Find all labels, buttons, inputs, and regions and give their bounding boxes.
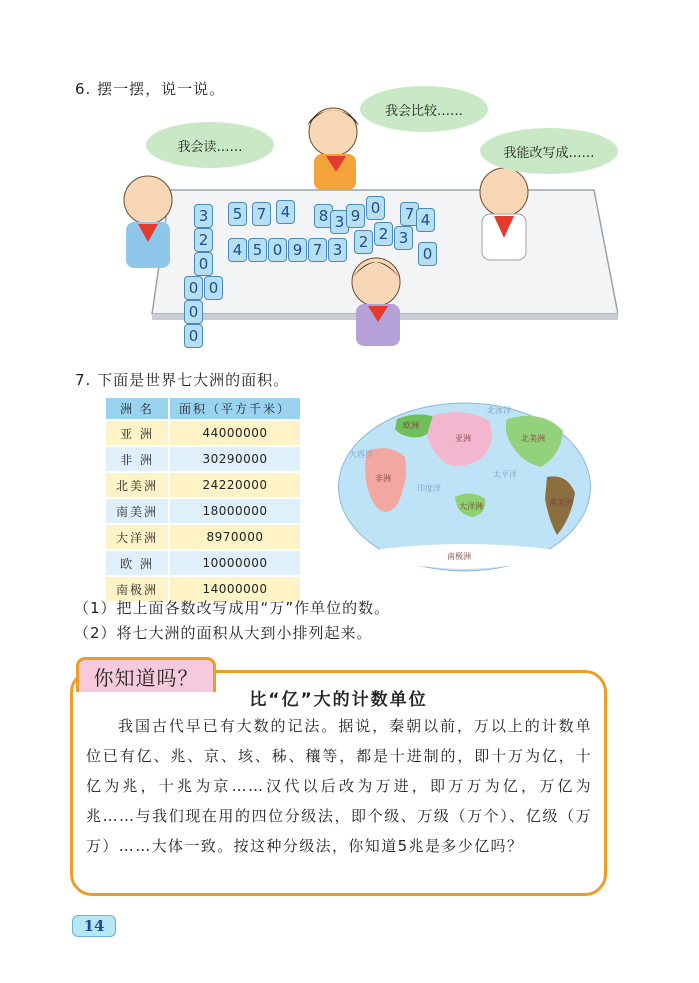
number-tile[interactable]: 0 (268, 238, 287, 262)
continent-area: 18000000 (169, 498, 301, 524)
number-tile[interactable]: 7 (252, 202, 271, 226)
label-south-america: 南美洲 (549, 498, 573, 507)
table-row (106, 446, 301, 472)
number-tile[interactable]: 5 (248, 238, 267, 262)
label-asia: 亚洲 (455, 434, 471, 443)
classroom-illustration (108, 92, 618, 354)
label-indian-ocean: 印度洋 (417, 484, 441, 493)
number-tile[interactable]: 3 (194, 204, 213, 228)
continent-area: 24220000 (169, 472, 301, 498)
number-tile[interactable]: 4 (276, 200, 295, 224)
table-row (106, 420, 301, 446)
label-europe: 欧洲 (403, 421, 419, 430)
info-body (86, 711, 592, 861)
info-paragraph: 我国古代早已有大数的记法。据说，秦朝以前，万以上的计数单位已有亿、兆、京、垓、秭、穰等，都是十进制的，即十万为亿，十亿为兆，十兆为京……汉代以后改为万进，即万万为亿，万亿为兆……与我们现在用的四位分级法，即个级、万级（万个）、亿级（万万）……大体一致。按这种分级法，你知道5兆是多少亿吗？ (86, 717, 592, 855)
number-tile[interactable]: 0 (184, 276, 203, 300)
number-tile[interactable]: 8 (314, 204, 333, 228)
q6-title: 6. 摆一摆，说一说。 (75, 80, 226, 98)
number-tile[interactable]: 2 (194, 228, 213, 252)
number-tile[interactable]: 3 (394, 226, 413, 250)
continent-name: 非 洲 (106, 446, 169, 472)
continent-area: 8970000 (169, 524, 301, 550)
number-tile[interactable]: 2 (374, 222, 393, 246)
number-tile[interactable]: 7 (308, 238, 327, 262)
number-tile[interactable]: 9 (346, 204, 365, 228)
label-oceania: 大洋洲 (459, 502, 483, 511)
number-tile[interactable]: 0 (194, 252, 213, 276)
continent-area-table (106, 398, 302, 601)
table-header-name: 洲 名 (106, 398, 169, 420)
continent-name: 亚 洲 (106, 420, 169, 446)
speech-bubble-rewrite: 我能改写成…… (480, 128, 618, 174)
info-heading: 比“亿”大的计数单位 (249, 690, 428, 710)
number-tile[interactable]: 0 (184, 324, 203, 348)
continent-name: 南极洲 (106, 576, 169, 601)
label-antarctica: 南极洲 (447, 552, 471, 561)
page-number: 14 (72, 915, 116, 937)
number-tile[interactable]: 7 (400, 202, 419, 226)
continent-name: 北美洲 (106, 472, 169, 498)
number-tile[interactable]: 0 (204, 276, 223, 300)
table-row (106, 550, 301, 576)
table-row (106, 498, 301, 524)
continent-name: 欧 洲 (106, 550, 169, 576)
number-tile[interactable]: 4 (416, 208, 435, 232)
q7-sub-question-1: （1）把上面各数改写成用“万”作单位的数。 (74, 599, 391, 617)
number-tile[interactable]: 0 (184, 300, 203, 324)
continent-name: 南美洲 (106, 498, 169, 524)
table-row (106, 524, 301, 550)
label-north-america: 北美洲 (521, 434, 545, 443)
label-africa: 非洲 (375, 474, 391, 483)
number-tile[interactable]: 0 (366, 196, 385, 220)
number-tile[interactable]: 9 (288, 238, 307, 262)
continent-area: 30290000 (169, 446, 301, 472)
number-tile[interactable]: 3 (328, 238, 347, 262)
world-map (337, 401, 592, 573)
table-header-area: 面积（平方千米） (169, 398, 301, 420)
speech-bubble-compare: 我会比较…… (360, 86, 488, 132)
did-you-know-tab: 你知道吗？ (76, 657, 216, 692)
number-tile[interactable]: 0 (418, 242, 437, 266)
continent-area: 44000000 (169, 420, 301, 446)
label-arctic-ocean: 北冰洋 (487, 406, 511, 415)
table-row (106, 472, 301, 498)
label-atlantic-ocean: 大西洋 (349, 450, 373, 459)
continent-name: 大洋洲 (106, 524, 169, 550)
number-tile[interactable]: 2 (354, 230, 373, 254)
label-pacific-ocean: 太平洋 (493, 470, 517, 479)
continent-area: 14000000 (169, 576, 301, 601)
q7-sub-question-2: （2）将七大洲的面积从大到小排列起来。 (74, 624, 373, 642)
number-tile[interactable]: 4 (228, 238, 247, 262)
number-tile[interactable]: 5 (228, 202, 247, 226)
speech-bubble-read: 我会读…… (146, 122, 274, 168)
number-tile[interactable]: 3 (330, 210, 349, 234)
q7-title: 7. 下面是世界七大洲的面积。 (75, 371, 290, 389)
continent-area: 10000000 (169, 550, 301, 576)
